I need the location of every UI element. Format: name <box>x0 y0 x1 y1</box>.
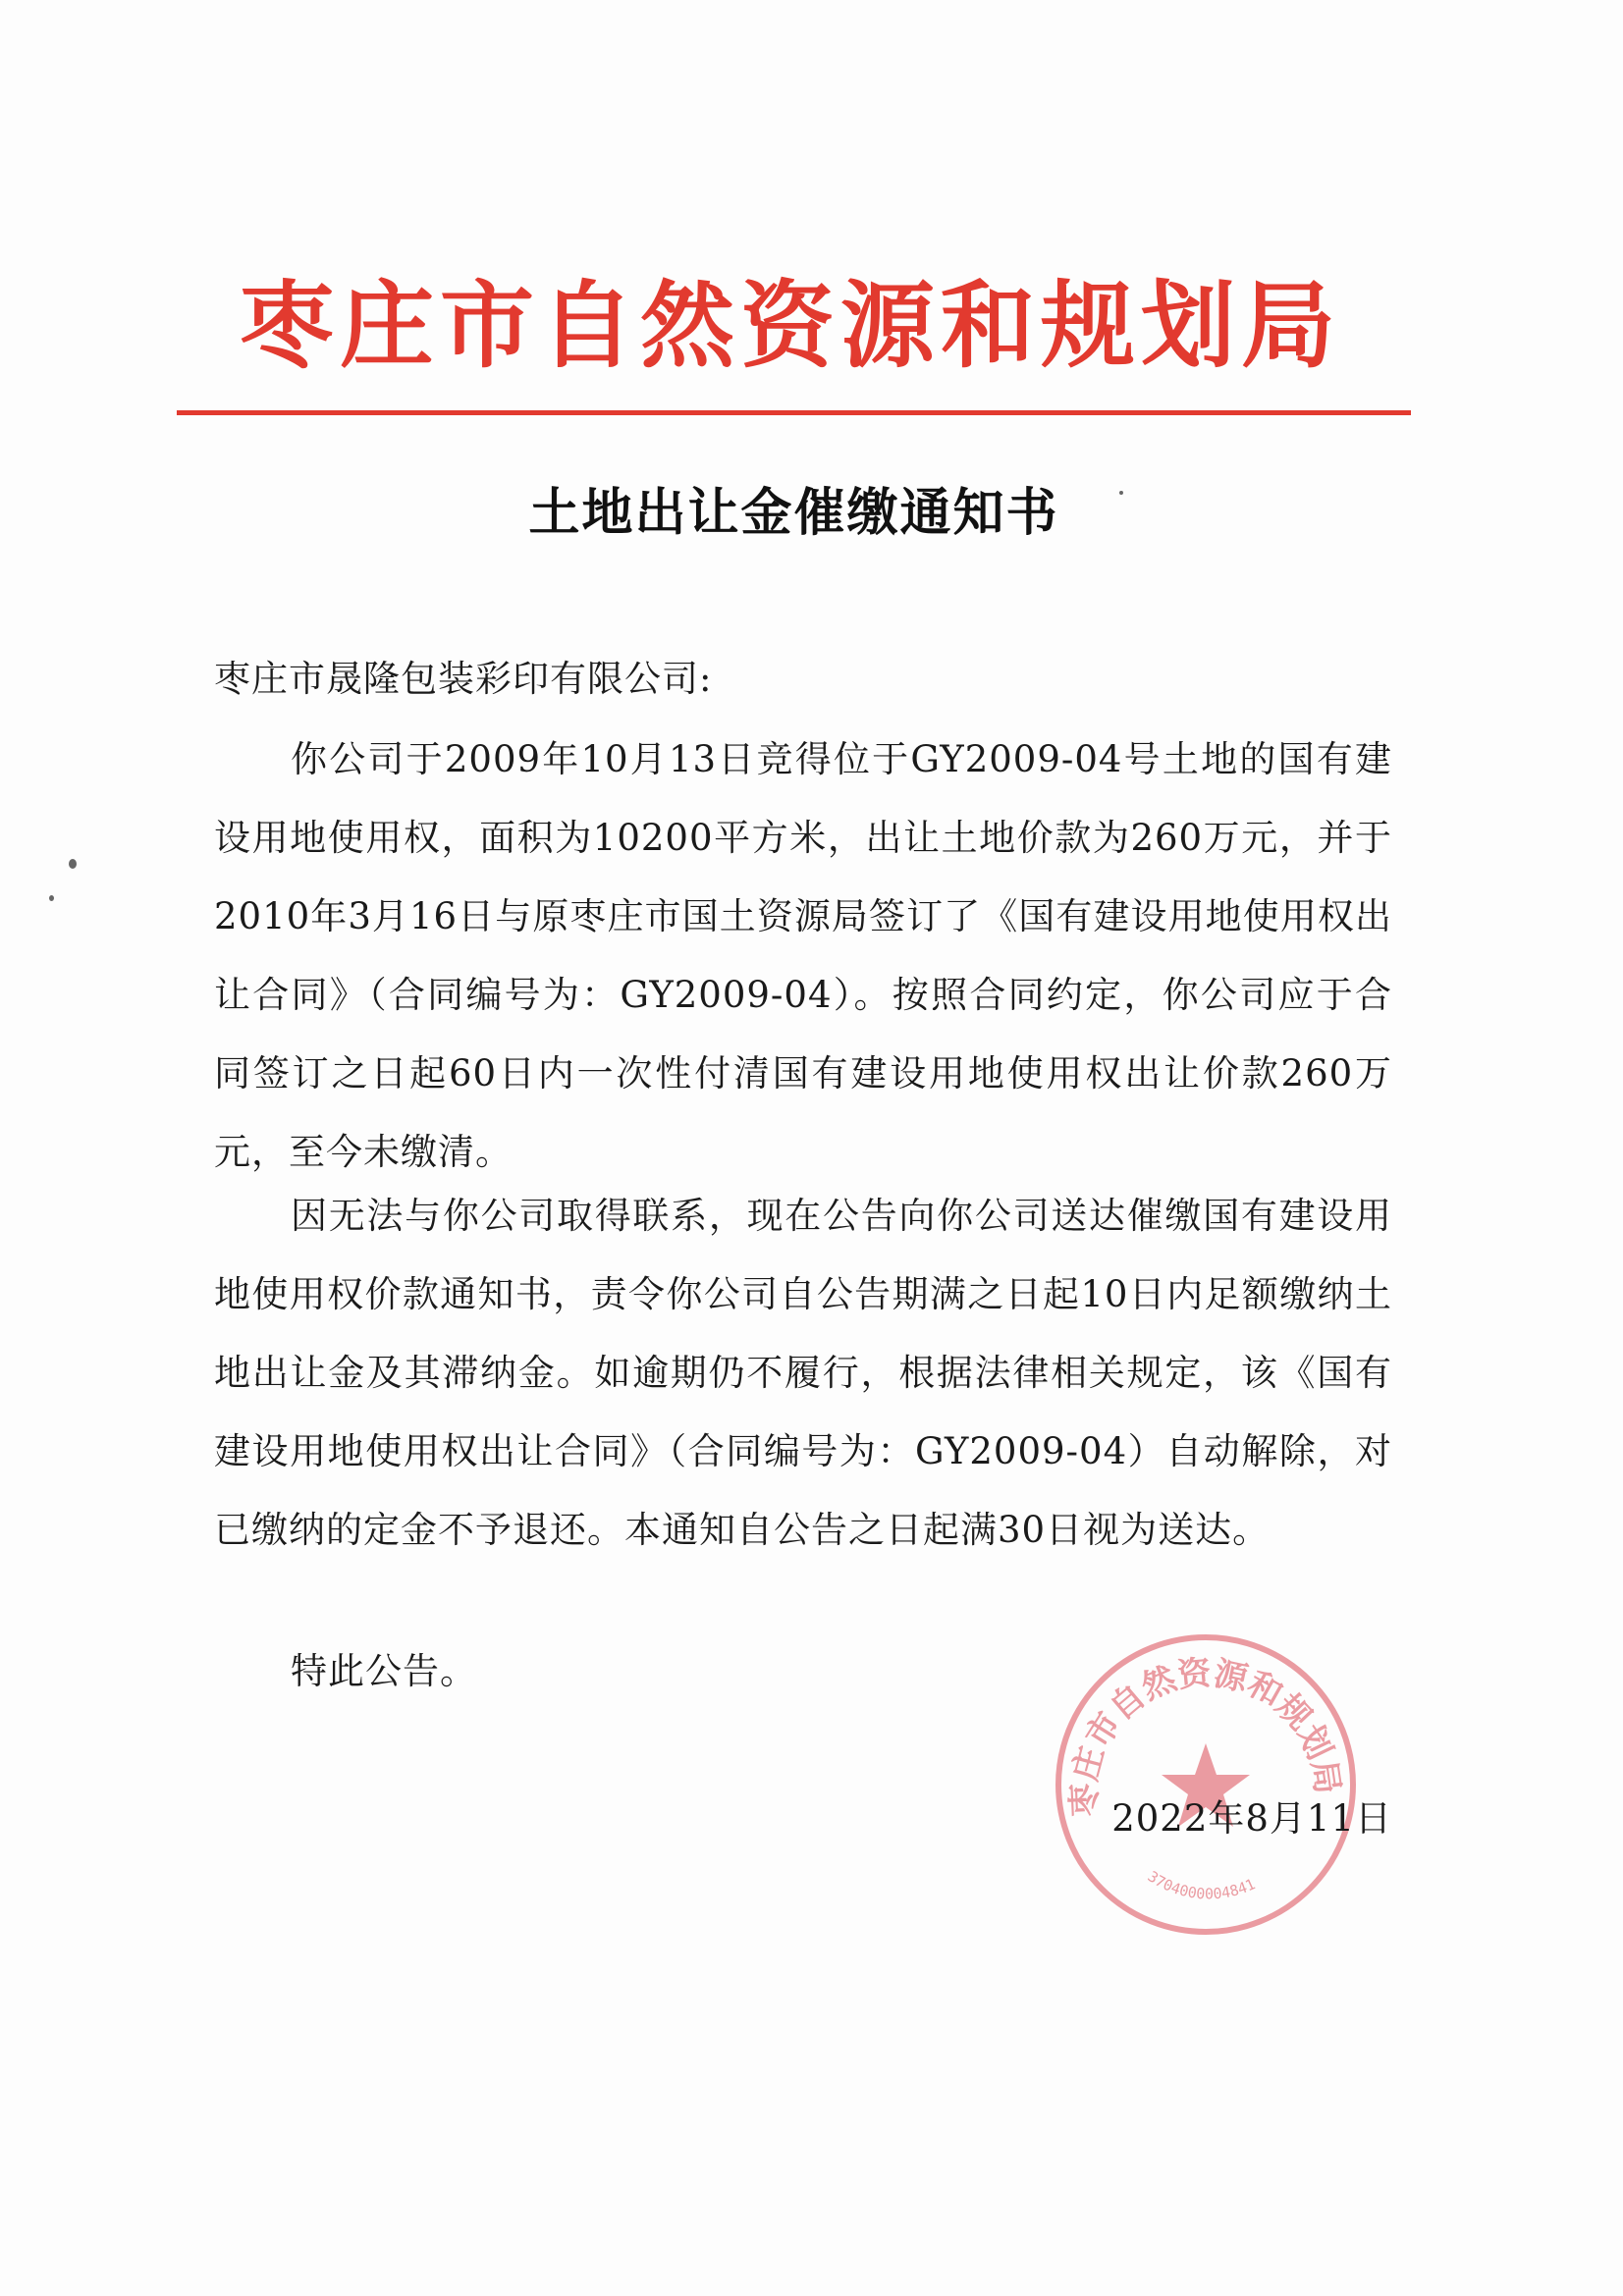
issue-date: 2022年8月11日 <box>1111 1797 1392 1840</box>
body-paragraph-1: 你公司于2009年10月13日竞得位于GY2009-04号土地的国有建设用地使用权，面积为10200平方米，出让土地价款为260万元，并于2010年3月16日与原枣庄市国土资源局签订了《国有建设用地使用权出让合同》（合同编号为：GY2009-04）。按照合同约定，你公司应于合同签订之日起60日内一次性付清国有建设用地使用权出让价款260万元，至今未缴清。 <box>214 738 1392 1173</box>
body-paragraph-2: 因无法与你公司取得联系，现在公告向你公司送达催缴国有建设用地使用权价款通知书，责令你公司自公告期满之日起10日内足额缴纳土地出让金及其滞纳金。如逾期仍不履行，根据法律相关规定，该《国有建设用地使用权出让合同》（合同编号为：GY2009-04）自动解除，对已缴纳的定金不予退还。本通知自公告之日起满30日视为送达。 <box>214 1195 1392 1551</box>
salutation: 枣庄市晟隆包装彩印有限公司: <box>214 658 713 700</box>
seal-code-text: 3704000004841 <box>1144 1867 1259 1903</box>
header-red-rule <box>177 410 1411 415</box>
scan-speck <box>69 859 77 869</box>
scan-speck <box>1119 491 1123 495</box>
agency-header-title: 枣庄市自然资源和规划局 <box>240 270 1341 381</box>
seal-arc-text: 枣庄市自然资源和规划局 <box>1064 1653 1347 1818</box>
scan-speck <box>49 895 54 901</box>
closing-line: 特此公告。 <box>291 1650 477 1692</box>
document-title: 土地出让金催缴通知书 <box>528 484 1059 543</box>
svg-text:3704000004841 <box>1145 1867 1258 1902</box>
